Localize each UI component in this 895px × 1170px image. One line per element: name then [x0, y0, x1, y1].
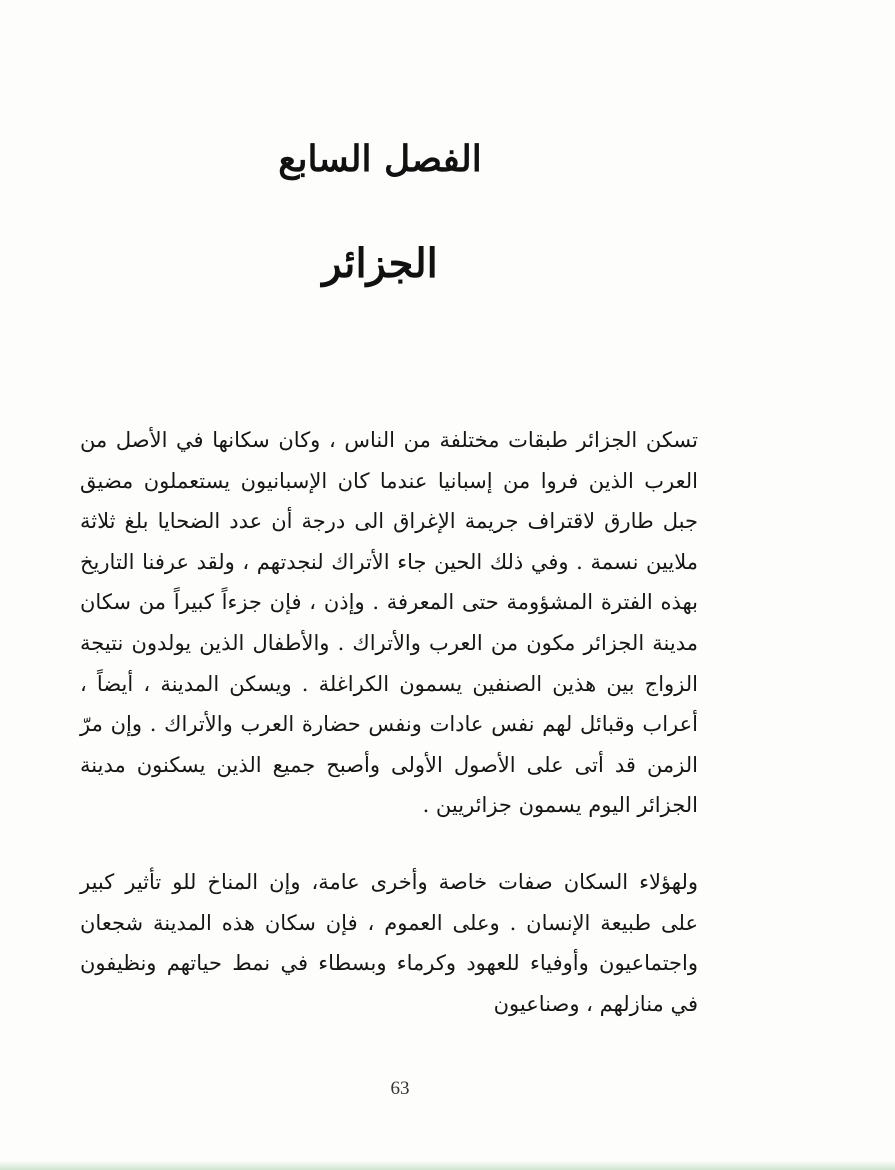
paragraph-1 [80, 420, 698, 826]
scan-edge [0, 1160, 895, 1170]
chapter-title: الجزائر [322, 240, 438, 287]
chapter-label: الفصل السابع [278, 138, 482, 180]
paragraph-1-text: تسكن الجزائر طبقات مختلفة من الناس ، وكان سكانها في الأصل من العرب الذين فروا من إسبانيا عندما كان الإسبانيون يستعملون مضيق جبل طارق لاقتراف جريمة الإغراق الى درجة أن عدد الضحايا بلغ ثلاثة ملايين نسمة . وفي ذلك الحين جاء الأتراك لنجدتهم ، ولقد عرفنا التاريخ بهذه الفترة المشؤومة حتى المعرفة . وإذن ، فإن جزءاً كبيراً من سكان مدينة الجزائر مكون من العرب والأتراك . والأطفال الذين يولدون نتيجة الزواج بين هذين الصنفين يسمون الكراغلة . ويسكن المدينة ، أيضاً ، أعراب وقبائل لهم نفس عادات ونفس حضارة العرب والأتراك . وإن مرّ الزمن قد أتى على الأصول الأولى وأصبح جميع الذين يسكنون مدينة الجزائر اليوم يسمون جزائريين . [80, 428, 699, 818]
page-number: 63 [390, 1078, 410, 1099]
paragraph-2-text: ولهؤلاء السكان صفات خاصة وأخرى عامة، وإن المناخ للو تأثير كبير على طبيعة الإنسان . وعلى العموم ، فإن سكان هذه المدينة شجعان واجتماعيون وأوفياء للعهود وكرماء وبسطاء في نمط حياتهم ونظيفون في منازلهم ، وصناعيون [80, 870, 698, 1016]
paragraph-2 [80, 862, 698, 1024]
